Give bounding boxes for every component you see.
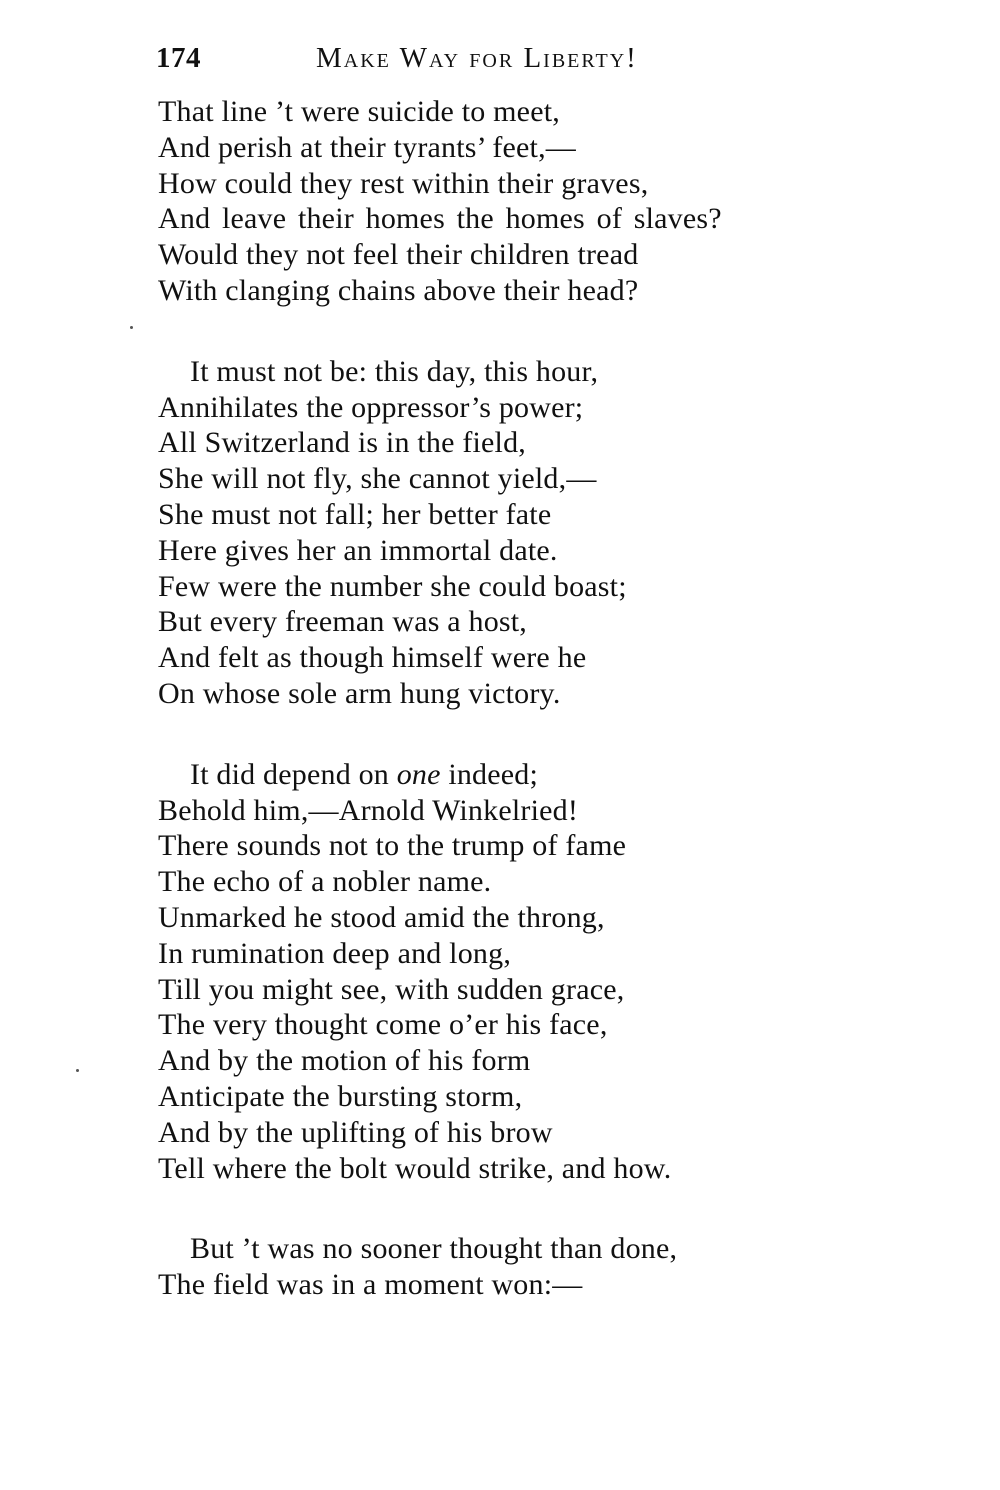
poem-line: The echo of a nobler name.	[158, 865, 492, 899]
stanza-1	[158, 94, 838, 309]
poem-line: Annihilates the oppressor’s power;	[158, 390, 584, 424]
poem-line: Till you might see, with sudden grace,	[158, 972, 625, 1006]
poem-line: And by the uplifting of his brow	[158, 1115, 553, 1149]
poem-line-text: indeed;	[440, 757, 539, 791]
poem-line: Tell where the bolt would strike, and how.	[158, 1151, 672, 1185]
poem-line: And by the motion of his form	[158, 1044, 531, 1078]
poem-line: In rumination deep and long,	[158, 936, 512, 970]
stanza-3	[158, 757, 838, 1187]
poem-line: It must not be: this day, this hour,	[190, 354, 599, 388]
poem-line: That line ’t were suicide to meet,	[158, 95, 560, 128]
poem-line: Few were the number she could boast;	[158, 569, 627, 603]
poem-line: And perish at their tyrants’ feet,—	[158, 130, 576, 164]
scan-speck	[76, 1069, 79, 1072]
poem-line: Unmarked he stood amid the throng,	[158, 900, 605, 934]
poem-line: But ’t was no sooner thought than done,	[190, 1232, 678, 1266]
poem-line: On whose sole arm hung victory.	[158, 676, 561, 710]
stanza-4	[158, 1231, 838, 1303]
poem-line	[158, 757, 838, 793]
poem-line: But every freeman was a host,	[158, 605, 528, 639]
poem-line-text: It did depend on	[190, 757, 397, 791]
poem-line: She will not fly, she cannot yield,—	[158, 462, 597, 496]
poem-line: The field was in a moment won:—	[158, 1268, 583, 1302]
poem-line: With clanging chains above their head?	[158, 273, 639, 307]
poem-line: How could they rest within their graves,	[158, 166, 649, 200]
running-title: Make Way for Liberty!	[316, 42, 638, 74]
poem-line: Anticipate the bursting storm,	[158, 1079, 523, 1113]
poem-line: She must not fall; her better fate	[158, 497, 552, 531]
poem-line: The very thought come o’er his face,	[158, 1008, 608, 1042]
poem-line: There sounds not to the trump of fame	[158, 829, 627, 863]
scan-speck	[130, 326, 133, 329]
poem	[158, 94, 838, 1348]
poem-line: Behold him,—Arnold Winkelried!	[158, 793, 579, 827]
emphasized-word: one	[396, 757, 441, 791]
running-head	[156, 42, 876, 82]
poem-line: Here gives her an immortal date.	[158, 533, 558, 567]
poem-line: And felt as though himself were he	[158, 641, 587, 675]
page-number: 174	[156, 42, 201, 74]
poem-line: And leave their homes the homes of slaves?	[158, 202, 722, 236]
poem-line: Would they not feel their children tread	[158, 238, 639, 272]
stanza-2	[158, 354, 838, 712]
poem-line: All Switzerland is in the field,	[158, 426, 526, 460]
